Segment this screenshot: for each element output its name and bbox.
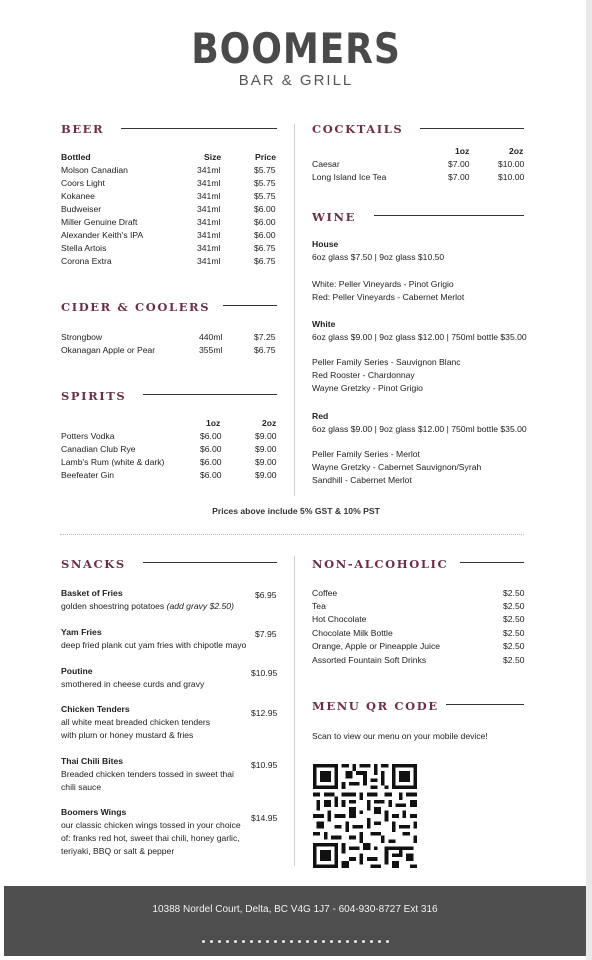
wine-red-item: Sandhill - Cabernet Merlot: [312, 475, 412, 485]
beer-heading-rule: [121, 128, 277, 129]
beer-item-size: 341ml: [197, 178, 221, 188]
cider-item-name: Okanagan Apple or Pear: [61, 345, 156, 355]
carousel-dot[interactable]: [330, 940, 333, 943]
carousel-dot[interactable]: [338, 940, 341, 943]
spirits-heading-rule: [143, 394, 277, 395]
carousel-dot[interactable]: [226, 940, 229, 943]
snacks-heading: SNACKS: [61, 557, 126, 571]
cider-item-size: 440ml: [199, 332, 223, 342]
cocktails-col-1oz: 1oz: [455, 146, 470, 156]
spirits-item-1oz: $6.00: [200, 457, 222, 467]
carousel-dot[interactable]: [378, 940, 381, 943]
footer-address: 10388 Nordel Court, Delta, BC V4G 1J7 - 604-930-8727 Ext 316: [152, 904, 438, 915]
wine-heading-rule: [374, 215, 524, 216]
snack-item-name: Basket of Fries: [61, 588, 123, 598]
nonalc-item-price: $2.50: [503, 628, 525, 638]
beer-item-price: $6.00: [254, 204, 276, 214]
carousel-dot[interactable]: [290, 940, 293, 943]
cocktails-item-2oz: $10.00: [498, 172, 525, 182]
footer: [4, 886, 586, 956]
column-divider-top: [294, 124, 295, 496]
beer-item-price: $5.75: [254, 178, 276, 188]
snack-item-desc: deep fried plank cut yam fries with chipotle mayo: [61, 640, 247, 650]
snack-item-price: $7.95: [255, 629, 277, 639]
beer-col-price: Price: [255, 152, 277, 162]
nonalc-item-price: $2.50: [503, 655, 525, 665]
nonalc-item-name: Chocolate Milk Bottle: [312, 628, 393, 638]
beer-item-size: 341ml: [197, 191, 221, 201]
wine-house-heading: House: [312, 239, 339, 249]
beer-col-size: Size: [204, 152, 222, 162]
carousel-dot[interactable]: [314, 940, 317, 943]
qr-caption: Scan to view our menu on your mobile device!: [312, 731, 488, 741]
snack-item-desc: teriyaki, BBQ or salt & pepper: [61, 846, 175, 856]
nonalc-item-price: $2.50: [503, 641, 525, 651]
carousel-dot[interactable]: [250, 940, 253, 943]
snack-item-name: Thai Chili Bites: [61, 756, 124, 766]
carousel-dot[interactable]: [274, 940, 277, 943]
spirits-item-1oz: $6.00: [200, 444, 222, 454]
wine-red-heading: Red: [312, 411, 329, 421]
snack-item-name: Yam Fries: [61, 627, 102, 637]
beer-item-size: 341ml: [197, 243, 221, 253]
carousel-dot[interactable]: [322, 940, 325, 943]
qr-heading: MENU QR CODE: [312, 699, 439, 713]
snack-item-desc: with plum or honey mustard & fries: [61, 730, 194, 740]
snack-item-desc: our classic chicken wings tossed in your choice: [61, 820, 241, 830]
carousel-dot[interactable]: [202, 940, 205, 943]
cider-heading: CIDER & COOLERS: [61, 300, 211, 314]
beer-heading: BEER: [61, 122, 105, 136]
cider-item-price: $7.25: [254, 332, 276, 342]
nonalc-item-name: Coffee: [312, 588, 338, 598]
nonalc-item-name: Hot Chocolate: [312, 614, 367, 624]
wine-house-item: Red: Peller Vineyards - Cabernet Merlot: [312, 292, 465, 302]
spirits-item-2oz: $9.00: [255, 470, 277, 480]
carousel-dot[interactable]: [354, 940, 357, 943]
beer-item-name: Corona Extra: [61, 256, 112, 266]
wine-heading: WINE: [312, 210, 356, 224]
snack-item-desc: Breaded chicken tenders tossed in sweet thai: [61, 769, 234, 779]
cocktails-item-1oz: $7.00: [448, 159, 470, 169]
snack-desc-italic: (add gravy $2.50): [166, 601, 234, 611]
snack-item-price: $10.95: [251, 668, 278, 678]
snack-item-price: $14.95: [251, 813, 278, 823]
spirits-item-2oz: $9.00: [255, 431, 277, 441]
carousel-dot[interactable]: [282, 940, 285, 943]
beer-col-name: Bottled: [61, 152, 91, 162]
carousel-dot[interactable]: [306, 940, 309, 943]
beer-item-size: 341ml: [197, 165, 221, 175]
beer-item-name: Coors Light: [61, 178, 105, 188]
snack-item-desc: chili sauce: [61, 782, 102, 792]
carousel-dot[interactable]: [370, 940, 373, 943]
qr-code[interactable]: [313, 764, 417, 868]
spirits-item-name: Canadian Club Rye: [61, 444, 136, 454]
snack-desc-text: golden shoestring potatoes: [61, 601, 167, 611]
wine-white-item: Peller Family Series - Sauvignon Blanc: [312, 357, 461, 367]
beer-item-price: $6.75: [254, 243, 276, 253]
beer-item-price: $5.75: [254, 191, 276, 201]
beer-item-price: $6.00: [254, 230, 276, 240]
carousel-dot[interactable]: [242, 940, 245, 943]
wine-red-item: Wayne Gretzky - Cabernet Sauvignon/Syrah: [312, 462, 482, 472]
beer-item-price: $6.75: [254, 256, 276, 266]
spirits-col-1oz: 1oz: [206, 418, 221, 428]
carousel-dot[interactable]: [234, 940, 237, 943]
nonalc-heading-rule: [460, 562, 524, 563]
cocktails-item-1oz: $7.00: [448, 172, 470, 182]
nonalc-item-price: $2.50: [503, 601, 525, 611]
snack-item-price: $6.95: [255, 590, 277, 600]
spirits-item-name: Potters Vodka: [61, 431, 115, 441]
snack-item-desc: of: franks red hot, sweet thai chili, honey garlic,: [61, 833, 240, 843]
cocktails-col-2oz: 2oz: [509, 146, 524, 156]
nonalc-item-price: $2.50: [503, 588, 525, 598]
wine-white-pricing: 6oz glass $9.00 | 9oz glass $12.00 | 750ml bottle $35.00: [312, 332, 527, 342]
section-divider: [60, 534, 524, 535]
cider-item-price: $6.75: [254, 345, 276, 355]
carousel-dot[interactable]: [362, 940, 365, 943]
snack-item-desc: smothered in cheese curds and gravy: [61, 679, 205, 689]
carousel-dot[interactable]: [218, 940, 221, 943]
column-divider-bottom: [294, 556, 295, 866]
beer-item-name: Miller Genuine Draft: [61, 217, 138, 227]
wine-red-pricing: 6oz glass $9.00 | 9oz glass $12.00 | 750ml bottle $35.00: [312, 424, 527, 434]
snack-item-desc: all white meat breaded chicken tenders: [61, 717, 211, 727]
nonalc-item-name: Tea: [312, 601, 326, 611]
carousel-dot[interactable]: [210, 940, 213, 943]
beer-item-price: $6.00: [254, 217, 276, 227]
carousel-dots[interactable]: [4, 930, 586, 948]
snacks-heading-rule: [143, 562, 277, 563]
brand-name: BOOMERS: [191, 24, 401, 73]
beer-item-size: 341ml: [197, 204, 221, 214]
brand-subtitle: BAR & GRILL: [238, 72, 354, 89]
wine-white-heading: White: [312, 319, 336, 329]
spirits-item-1oz: $6.00: [200, 470, 222, 480]
carousel-dot[interactable]: [346, 940, 349, 943]
beer-item-name: Stella Artois: [61, 243, 107, 253]
beer-item-size: 341ml: [197, 217, 221, 227]
page-edge: [586, 0, 592, 960]
spirits-item-name: Beefeater Gin: [61, 470, 115, 480]
beer-item-price: $5.75: [254, 165, 276, 175]
snack-item-desc: [61, 600, 234, 613]
beer-item-size: 341ml: [197, 230, 221, 240]
beer-item-name: Alexander Keith's IPA: [61, 230, 144, 240]
snack-item-name: Poutine: [61, 666, 93, 676]
spirits-item-2oz: $9.00: [255, 457, 277, 467]
spirits-item-1oz: $6.00: [200, 431, 222, 441]
cocktails-heading: COCKTAILS: [312, 122, 404, 136]
carousel-dot[interactable]: [298, 940, 301, 943]
carousel-dot[interactable]: [266, 940, 269, 943]
cider-item-name: Strongbow: [61, 332, 103, 342]
nonalc-item-price: $2.50: [503, 614, 525, 624]
snack-item-name: Boomers Wings: [61, 807, 127, 817]
cocktails-item-name: Caesar: [312, 159, 340, 169]
spirits-heading: SPIRITS: [61, 389, 127, 403]
spirits-item-name: Lamb's Rum (white & dark): [61, 457, 165, 467]
carousel-dot[interactable]: [386, 940, 389, 943]
carousel-dot[interactable]: [258, 940, 261, 943]
tax-note: Prices above include 5% GST & 10% PST: [212, 506, 380, 516]
cocktails-item-2oz: $10.00: [498, 159, 525, 169]
snack-item-name: Chicken Tenders: [61, 704, 130, 714]
spirits-item-2oz: $9.00: [255, 444, 277, 454]
nonalc-item-name: Orange, Apple or Pineapple Juice: [312, 641, 441, 651]
wine-white-item: Wayne Gretzky - Pinot Grigio: [312, 383, 423, 393]
beer-item-name: Molson Canadian: [61, 165, 128, 175]
cider-heading-rule: [223, 305, 277, 306]
nonalc-item-name: Assorted Fountain Soft Drinks: [312, 655, 427, 665]
cider-item-size: 355ml: [199, 345, 223, 355]
snack-item-price: $10.95: [251, 760, 278, 770]
spirits-col-2oz: 2oz: [262, 418, 277, 428]
beer-item-name: Kokanee: [61, 191, 95, 201]
beer-item-name: Budweiser: [61, 204, 102, 214]
wine-house-item: White: Peller Vineyards - Pinot Grigio: [312, 279, 454, 289]
nonalc-heading: NON-ALCOHOLIC: [312, 557, 449, 571]
snack-item-price: $12.95: [251, 708, 278, 718]
qr-heading-rule: [446, 704, 524, 705]
wine-red-item: Peller Family Series - Merlot: [312, 449, 420, 459]
wine-white-item: Red Rooster - Chardonnay: [312, 370, 415, 380]
cocktails-heading-rule: [420, 128, 524, 129]
cocktails-item-name: Long Island Ice Tea: [312, 172, 387, 182]
wine-house-pricing: 6oz glass $7.50 | 9oz glass $10.50: [312, 252, 445, 262]
beer-item-size: 341ml: [197, 256, 221, 266]
